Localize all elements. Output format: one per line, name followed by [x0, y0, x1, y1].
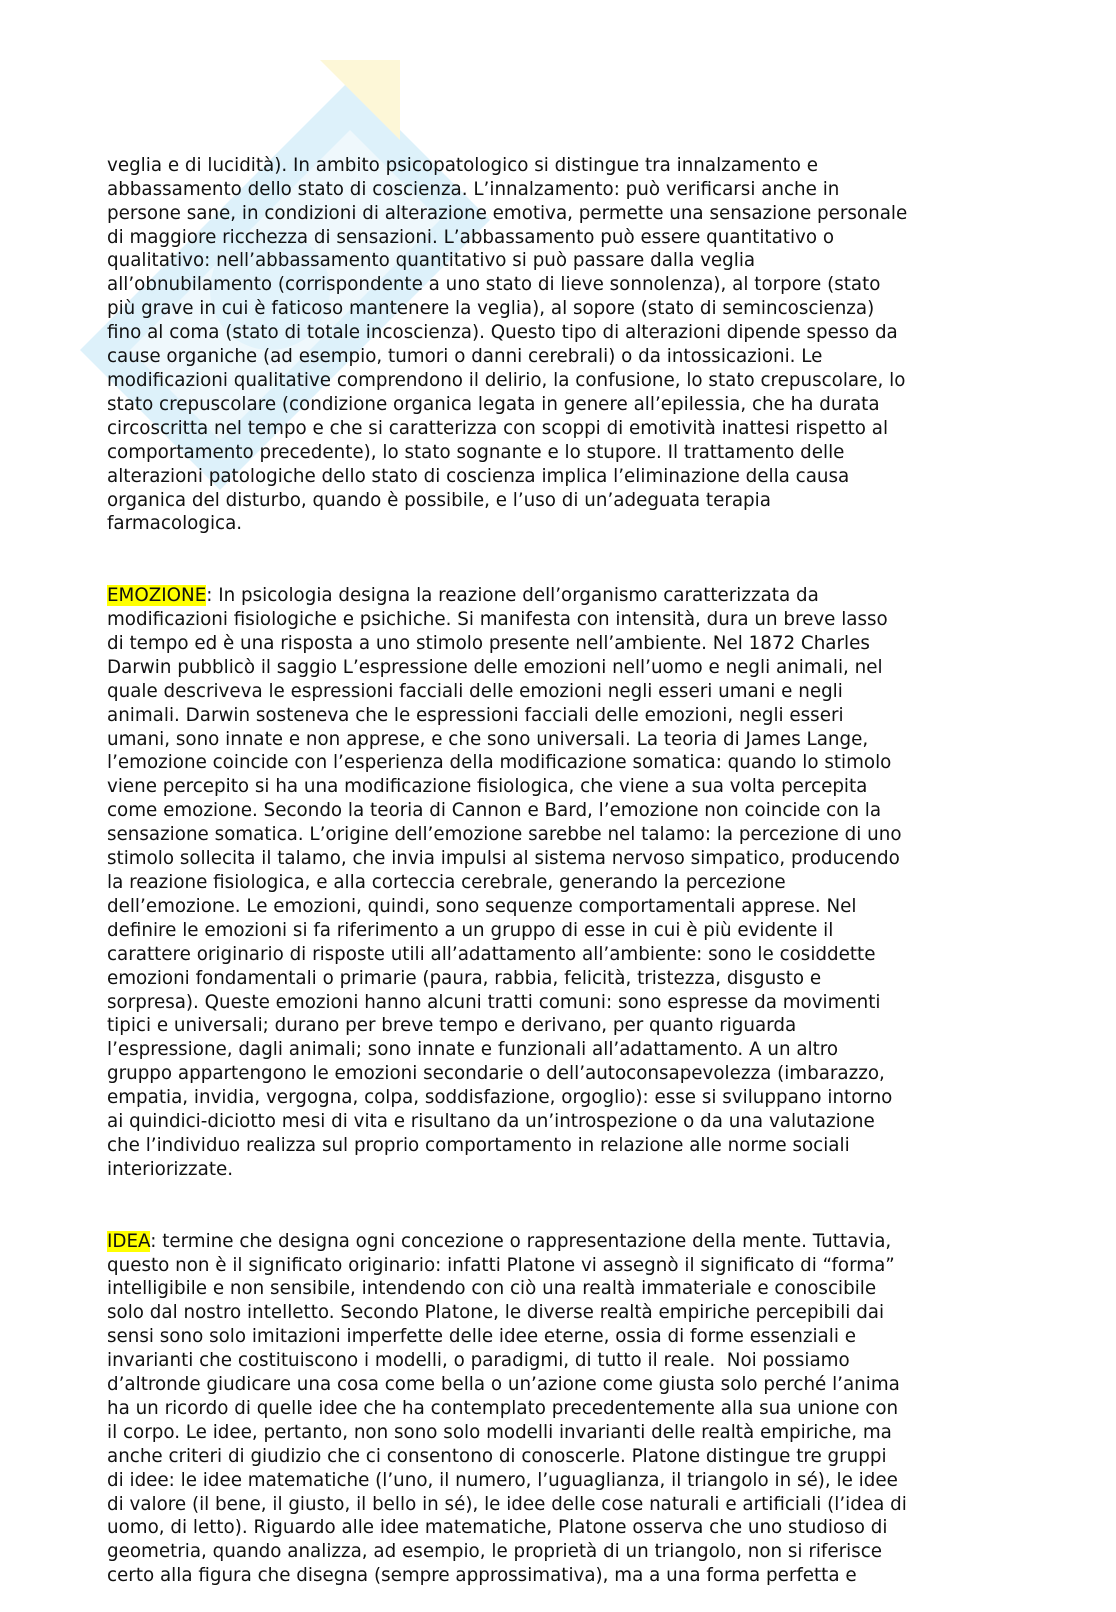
line: veglia e di lucidità). In ambito psicopatologico si distingue tra innalzamento e	[107, 154, 819, 176]
line: animali. Darwin sosteneva che le espressioni facciali delle emozioni, negli esseri	[107, 704, 844, 726]
line: sorpresa). Queste emozioni hanno alcuni tratti comuni: sono espresse da movimenti	[107, 991, 881, 1013]
line: emozioni fondamentali o primarie (paura, rabbia, felicità, tristezza, disgusto e	[107, 967, 822, 989]
line: il corpo. Le idee, pertanto, non sono solo modelli invarianti delle realtà empiriche, ma	[107, 1421, 892, 1443]
line: viene percepito si ha una modificazione fisiologica, che viene a sua volta percepita	[107, 776, 868, 798]
line: interiorizzate.	[107, 1158, 234, 1180]
line: stato crepuscolare (condizione organica legata in genere all’epilessia, che ha durata	[107, 393, 880, 415]
line: cause organiche (ad esempio, tumori o danni cerebrali) o da intossicazioni. Le	[107, 346, 823, 368]
line: abbassamento dello stato di coscienza. L’innalzamento: può verificarsi anche in	[107, 178, 840, 200]
paragraph-stato-coscienza	[107, 154, 1007, 537]
line: qualitativo: nell’abbassamento quantitativo si può passare dalla veglia	[107, 250, 756, 272]
line: di idee: le idee matematiche (l’uno, il numero, l’uguaglianza, il triangolo in sé), le idee	[107, 1469, 898, 1491]
line: definire le emozioni si fa riferimento a un gruppo di esse in cui è più evidente il	[107, 919, 834, 941]
line: come emozione. Secondo la teoria di Cannon e Bard, l’emozione non coincide con la	[107, 800, 882, 822]
entry-idea	[107, 1230, 1007, 1589]
line: che l’individuo realizza sul proprio comportamento in relazione alle norme sociali	[107, 1134, 850, 1156]
line: ha un ricordo di quelle idee che ha contemplato precedentemente alla sua unione con	[107, 1397, 899, 1419]
line: di valore (il bene, il giusto, il bello in sé), le idee delle cose naturali e artificiali (l’idea di	[107, 1493, 907, 1515]
line: sensi sono solo imitazioni imperfette delle idee eterne, ossia di forme essenziali e	[107, 1326, 856, 1348]
line: fino al coma (stato di totale incoscienza). Questo tipo di alterazioni dipende spesso da	[107, 322, 898, 344]
line: persone sane, in condizioni di alterazione emotiva, permette una sensazione personale	[107, 202, 908, 224]
line: geometria, quando analizza, ad esempio, le proprietà di un triangolo, non si riferisce	[107, 1541, 883, 1563]
line: anche criteri di giudizio che ci consentono di conoscerle. Platone distingue tre gruppi	[107, 1445, 887, 1467]
line: di tempo ed è una risposta a uno stimolo presente nell’ambiente. Nel 1872 Charles	[107, 632, 870, 654]
line: uomo, di letto). Riguardo alle idee matematiche, Platone osserva che uno studioso di	[107, 1517, 888, 1539]
line: farmacologica.	[107, 513, 243, 535]
line: all’obnubilamento (corrispondente a uno stato di lieve sonnolenza), al torpore (stato	[107, 274, 881, 296]
line: l’emozione coincide con l’esperienza della modificazione somatica: quando lo stimolo	[107, 752, 892, 774]
line: Darwin pubblicò il saggio L’espressione delle emozioni nell’uomo e negli animali, nel	[107, 656, 883, 678]
line: carattere originario di risposte utili all’adattamento all’ambiente: sono le cosiddette	[107, 943, 876, 965]
line: più grave in cui è faticoso mantenere la veglia), al sopore (stato di semincoscienza)	[107, 298, 875, 320]
term-emozione-highlight: EMOZIONE	[107, 585, 207, 607]
line: tipici e universali; durano per breve tempo e derivano, per quanto riguarda	[107, 1015, 797, 1037]
line: sensazione somatica. L’origine dell’emozione sarebbe nel talamo: la percezione di uno	[107, 824, 902, 846]
line: empatia, invidia, vergogna, colpa, soddisfazione, orgoglio): esse si sviluppano intorno	[107, 1087, 893, 1109]
line: stimolo sollecita il talamo, che invia impulsi al sistema nervoso simpatico, producendo	[107, 848, 900, 870]
line: la reazione fisiologica, e alla corteccia cerebrale, generando la percezione	[107, 872, 786, 893]
line: modificazioni qualitative comprendono il delirio, la confusione, lo stato crepuscolare, lo	[107, 369, 906, 391]
line: : termine che designa ogni concezione o rappresentazione della mente. Tuttavia,	[150, 1230, 892, 1252]
line: solo dal nostro intelletto. Secondo Platone, le diverse realtà empiriche percepibili dai	[107, 1302, 885, 1324]
line: d’altronde giudicare una cosa come bella o un’azione come giusta solo perché l’anima	[107, 1374, 900, 1396]
line: gruppo appartengono le emozioni secondarie o dell’autoconsapevolezza (imbarazzo,	[107, 1063, 885, 1085]
line: umani, sono innate e non apprese, e che sono universali. La teoria di James Lange,	[107, 728, 869, 750]
line: ai quindici-diciotto mesi di vita e risultano da un’introspezione o da una valutazione	[107, 1111, 875, 1133]
line: organica del disturbo, quando è possibile, e l’uso di un’adeguata terapia	[107, 489, 771, 511]
line: comportamento precedente), lo stato sognante e lo stupore. Il trattamento delle	[107, 441, 845, 463]
term-idea-highlight: IDEA	[107, 1230, 151, 1252]
line: intelligibile e non sensibile, intendendo con ciò una realtà immateriale e conoscibile	[107, 1278, 877, 1300]
line: modificazioni fisiologiche e psichiche. Si manifesta con intensità, dura un breve lasso	[107, 609, 888, 631]
line: questo non è il significato originario: infatti Platone vi assegnò il significato di “forma”	[107, 1254, 895, 1276]
line: invarianti che costituiscono i modelli, o paradigmi, di tutto il reale. Noi possiamo	[107, 1350, 850, 1372]
line: alterazioni patologiche dello stato di coscienza implica l’eliminazione della causa	[107, 465, 850, 487]
line: dell’emozione. Le emozioni, quindi, sono sequenze comportamentali apprese. Nel	[107, 895, 857, 917]
document-body	[107, 106, 1007, 1612]
entry-emozione	[107, 584, 1007, 1182]
line: : In psicologia designa la reazione dell’organismo caratterizzata da	[206, 585, 819, 607]
line: certo alla figura che disegna (sempre approssimativa), ma a una forma perfetta e	[107, 1565, 857, 1587]
line: circoscritta nel tempo e che si caratterizza con scoppi di emotività inattesi rispetto al	[107, 417, 889, 439]
line: di maggiore ricchezza di sensazioni. L’abbassamento può essere quantitativo o	[107, 226, 835, 248]
line: quale descriveva le espressioni facciali delle emozioni negli esseri umani e negli	[107, 680, 843, 702]
line: l’espressione, dagli animali; sono innate e funzionali all’adattamento. A un altro	[107, 1039, 839, 1061]
